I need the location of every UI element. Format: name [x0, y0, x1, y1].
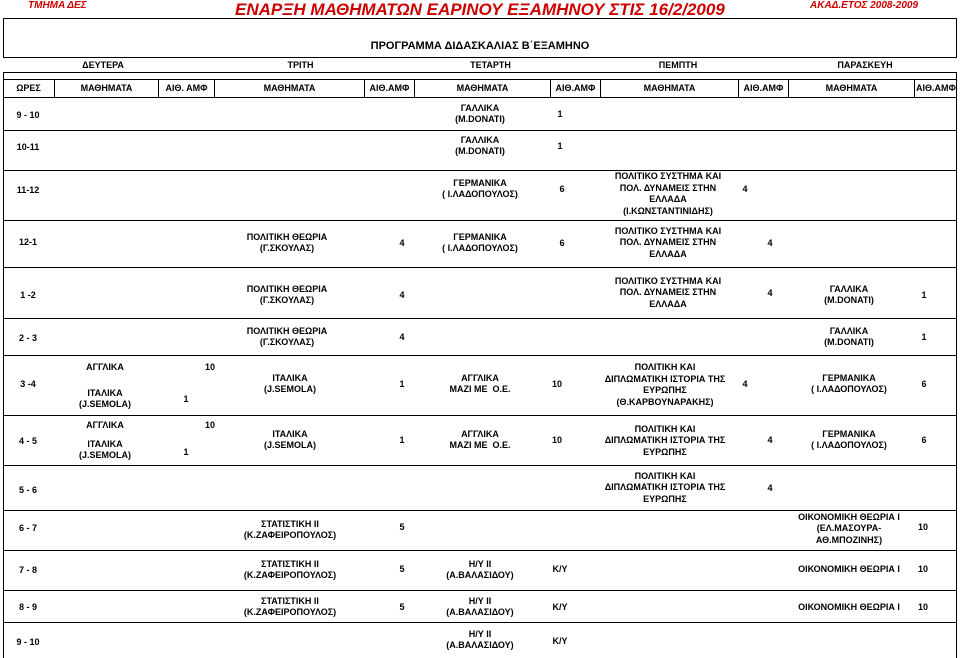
course-statistics: ΣΤΑΤΙΣΤΙΚΗ ΙΙ (Κ.ΖΑΦΕΙΡΟΠΟΥΛΟΣ): [243, 558, 337, 580]
room-number: 6: [921, 379, 927, 390]
course-political-theory: ΠΟΛΙΤΙΚΗ ΘΕΩΡΙΑ (Γ.ΣΚΟΥΛΑΣ): [246, 325, 328, 347]
course-economic-theory: ΟΙΚΟΝΟΜΙΚΗ ΘΕΩΡΙΑ Ι (ΕΛ.ΜΑΣΟΥΡΑ- ΑΘ.ΜΠΟΖΙΝΗΣ): [798, 511, 900, 545]
course-french: ΓΑΛΛΙΚΑ (M.DONATI): [455, 102, 505, 124]
room-number: 4: [742, 379, 748, 390]
room-number: 1: [557, 109, 563, 120]
wed-courses-header: ΜΑΘΗΜΑΤΑ: [415, 80, 551, 97]
room-number: 1: [557, 141, 563, 152]
room-number: 10: [551, 379, 562, 390]
row-divider: [3, 355, 957, 356]
department-label: ΤΜΗΜΑ ΔΕΣ: [28, 0, 87, 11]
course-english: ΑΓΓΛΙΚΑ: [86, 420, 124, 431]
room-number: 4: [399, 238, 405, 249]
room-number: 5: [399, 602, 405, 613]
room-computer-lab: Κ/Υ: [552, 602, 568, 613]
fri-courses-header: ΜΑΘΗΜΑΤΑ: [789, 80, 915, 97]
course-statistics: ΣΤΑΤΙΣΤΙΚΗ ΙΙ (Κ.ΖΑΦΕΙΡΟΠΟΥΛΟΣ): [243, 595, 337, 617]
time-slot: 2 - 3: [18, 333, 37, 343]
room-number: 10: [917, 522, 928, 533]
time-slot: 9 - 10: [16, 637, 40, 647]
course-german: ΓΕΡΜΑΝΙΚΑ ( Ι.ΛΑΔΟΠΟΥΛΟΣ): [442, 231, 518, 253]
room-number: 4: [767, 288, 773, 299]
course-computers: Η/Υ ΙΙ (Α.ΒΑΛΑΣΙΔΟΥ): [446, 628, 514, 650]
day-monday: ΔΕΥΤΕΡΑ: [82, 60, 124, 70]
room-number: 10: [204, 420, 215, 431]
room-number: 4: [767, 483, 773, 494]
course-italian: ΙΤΑΛΙΚΑ (J.SEMOLA): [78, 438, 131, 460]
course-computers: Η/Υ ΙΙ (Α.ΒΑΛΑΣΙΔΟΥ): [446, 595, 514, 617]
room-number: 4: [399, 290, 405, 301]
room-number: 4: [399, 332, 405, 343]
room-number: 4: [767, 435, 773, 446]
time-slot: 1 -2: [20, 290, 36, 300]
row-divider: [3, 267, 957, 268]
course-italian: ΙΤΑΛΙΚΑ (J.SEMOLA): [78, 387, 131, 409]
day-wednesday: ΤΕΤΑΡΤΗ: [470, 60, 511, 70]
time-slot: 4 - 5: [18, 436, 37, 446]
time-slot: 12-1: [18, 237, 37, 247]
room-number: 1: [183, 394, 189, 405]
course-computers: Η/Υ ΙΙ (Α.ΒΑΛΑΣΙΔΟΥ): [446, 558, 514, 580]
days-header-row: [3, 57, 957, 73]
room-number: 6: [921, 435, 927, 446]
day-friday: ΠΑΡΑΣΚΕΥΗ: [837, 60, 893, 70]
room-number: 5: [399, 564, 405, 575]
hours-header: ΩΡΕΣ: [3, 80, 55, 97]
row-divider: [3, 220, 957, 221]
course-economic-theory: ΟΙΚΟΝΟΜΙΚΗ ΘΕΩΡΙΑ Ι: [798, 602, 900, 613]
row-divider: [3, 590, 957, 591]
fri-room-header: ΑΙΘ.ΑΜΦ: [916, 83, 956, 93]
room-number: 5: [399, 522, 405, 533]
room-number: 6: [559, 184, 565, 195]
time-slot: 6 - 7: [18, 523, 37, 533]
day-thursday: ΠΕΜΠΤΗ: [658, 60, 698, 70]
time-slot: 9 - 10: [16, 110, 40, 120]
course-diplomatic-history: ΠΟΛΙΤΙΚΗ ΚΑΙ ΔΙΠΛΩΜΑΤΙΚΗ ΙΣΤΟΡΙΑ ΤΗΣ ΕΥΡΩΠΗΣ: [604, 423, 726, 457]
academic-year-label: ΑΚΑΔ.ΕΤΟΣ 2008-2009: [810, 0, 919, 11]
row-divider: [3, 550, 957, 551]
wed-room-header: ΑΙΘ.ΑΜΦ: [551, 80, 601, 97]
course-diplomatic-history: ΠΟΛΙΤΙΚΗ ΚΑΙ ΔΙΠΛΩΜΑΤΙΚΗ ΙΣΤΟΡΙΑ ΤΗΣ ΕΥΡΩΠΗΣ: [604, 470, 726, 504]
row-divider: [3, 318, 957, 319]
columns-header-row: [3, 79, 957, 98]
room-number: 1: [399, 379, 405, 390]
room-number: 1: [921, 290, 927, 301]
course-diplomatic-history: ΠΟΛΙΤΙΚΗ ΚΑΙ ΔΙΠΛΩΜΑΤΙΚΗ ΙΣΤΟΡΙΑ ΤΗΣ ΕΥΡΩΠΗΣ (Θ.ΚΑΡΒΟΥΝΑΡΑΚΗΣ): [604, 362, 726, 407]
room-number: 10: [917, 564, 928, 575]
room-number: 10: [551, 435, 562, 446]
course-french: ΓΑΛΛΙΚΑ (M.DONATI): [824, 283, 874, 305]
course-economic-theory: ΟΙΚΟΝΟΜΙΚΗ ΘΕΩΡΙΑ Ι: [798, 564, 900, 575]
course-political-system: ΠΟΛΙΤΙΚΟ ΣΥΣΤΗΜΑ ΚΑΙ ΠΟΛ. ΔΥΝΑΜΕΙΣ ΣΤΗΝ ΕΛΛΑΔΑ: [614, 225, 722, 259]
room-number: 6: [559, 238, 565, 249]
room-number: 4: [767, 238, 773, 249]
course-political-system: ΠΟΛΙΤΙΚΟ ΣΥΣΤΗΜΑ ΚΑΙ ΠΟΛ. ΔΥΝΑΜΕΙΣ ΣΤΗΝ ΕΛΛΑΔΑ: [614, 275, 722, 309]
course-german: ΓΕΡΜΑΝΙΚΑ ( Ι.ΛΑΔΟΠΟΥΛΟΣ): [811, 372, 887, 394]
thu-courses-header: ΜΑΘΗΜΑΤΑ: [601, 80, 739, 97]
room-number: 1: [921, 332, 927, 343]
course-english-joint: ΑΓΓΛΙΚΑ ΜΑΖΙ ΜΕ Ο.Ε.: [449, 428, 511, 450]
room-computer-lab: Κ/Υ: [552, 636, 568, 647]
room-number: 10: [204, 362, 215, 373]
day-tuesday: ΤΡΙΤΗ: [287, 60, 314, 70]
row-divider: [3, 622, 957, 623]
time-slot: 8 - 9: [18, 602, 37, 612]
row-divider: [3, 415, 957, 416]
room-number: 10: [917, 602, 928, 613]
time-slot: 5 - 6: [18, 485, 37, 495]
time-slot: 3 -4: [20, 379, 36, 389]
room-number: 1: [183, 447, 189, 458]
mon-room-header: ΑΙΘ. ΑΜΦ: [159, 80, 215, 97]
mon-courses-header: ΜΑΘΗΜΑΤΑ: [55, 80, 159, 97]
room-computer-lab: Κ/Υ: [552, 564, 568, 575]
room-number: 1: [399, 435, 405, 446]
course-political-theory: ΠΟΛΙΤΙΚΗ ΘΕΩΡΙΑ (Γ.ΣΚΟΥΛΑΣ): [246, 283, 328, 305]
course-german: ΓΕΡΜΑΝΙΚΑ ( Ι.ΛΑΔΟΠΟΥΛΟΣ): [442, 177, 518, 199]
tue-courses-header: ΜΑΘΗΜΑΤΑ: [215, 80, 365, 97]
row-divider: [3, 130, 957, 131]
course-english-joint: ΑΓΓΛΙΚΑ ΜΑΖΙ ΜΕ Ο.Ε.: [449, 372, 511, 394]
room-number: 4: [742, 184, 748, 195]
time-slot: 7 - 8: [18, 565, 37, 575]
course-italian: ΙΤΑΛΙΚΑ (J.SEMOLA): [263, 428, 316, 450]
thu-room-header: ΑΙΘ.ΑΜΦ: [739, 80, 789, 97]
time-slot: 10-11: [16, 142, 40, 152]
course-political-theory: ΠΟΛΙΤΙΚΗ ΘΕΩΡΙΑ (Γ.ΣΚΟΥΛΑΣ): [246, 231, 328, 253]
course-english: ΑΓΓΛΙΚΑ: [86, 362, 124, 373]
row-divider: [3, 465, 957, 466]
course-political-system: ΠΟΛΙΤΙΚΟ ΣΥΣΤΗΜΑ ΚΑΙ ΠΟΛ. ΔΥΝΑΜΕΙΣ ΣΤΗΝ ΕΛΛΑΔΑ (Ι.ΚΩΝΣΤΑΝΤΙΝΙΔΗΣ): [614, 171, 722, 216]
program-title: ΠΡΟΓΡΑΜΜΑ ΔΙΔΑΣΚΑΛΙΑΣ Β΄ΕΞΑΜΗΝΟ: [370, 40, 590, 52]
course-german: ΓΕΡΜΑΝΙΚΑ ( Ι.ΛΑΔΟΠΟΥΛΟΣ): [811, 428, 887, 450]
tue-room-header: ΑΙΘ.ΑΜΦ: [365, 80, 415, 97]
row-divider: [3, 170, 957, 171]
time-slot: 11-12: [16, 185, 40, 195]
course-italian: ΙΤΑΛΙΚΑ (J.SEMOLA): [263, 372, 316, 394]
semester-start-title: ΕΝΑΡΞΗ ΜΑΘΗΜΑΤΩΝ ΕΑΡΙΝΟΥ ΕΞΑΜΗΝΟΥ ΣΤΙΣ 16/2/2009: [235, 0, 725, 19]
course-french: ΓΑΛΛΙΚΑ (M.DONATI): [824, 325, 874, 347]
course-statistics: ΣΤΑΤΙΣΤΙΚΗ ΙΙ (Κ.ΖΑΦΕΙΡΟΠΟΥΛΟΣ): [243, 518, 337, 540]
course-french: ΓΑΛΛΙΚΑ (M.DONATI): [455, 134, 505, 156]
